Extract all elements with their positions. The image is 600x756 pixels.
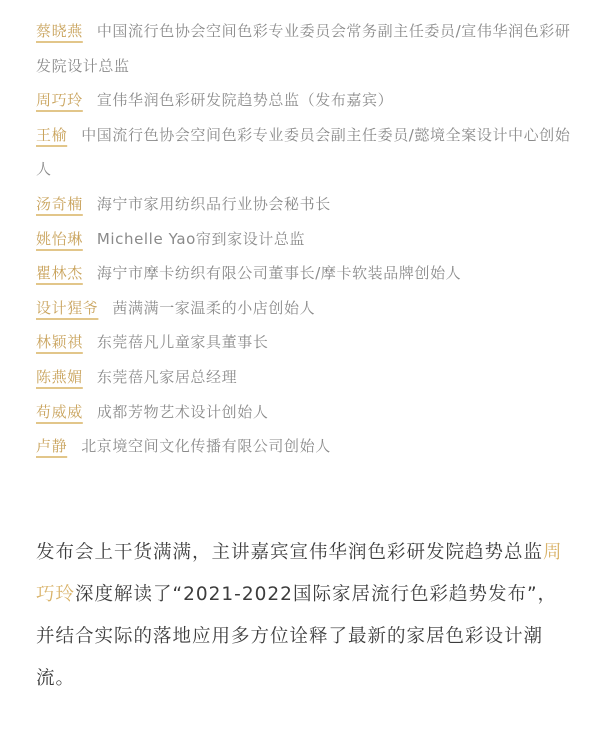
guest-name: 陈燕媚	[36, 367, 83, 386]
guest-title: 中国流行色协会空间色彩专业委员会副主任委员/懿境全案设计中心创始人	[36, 125, 571, 179]
guest-entry	[36, 256, 576, 291]
guest-name: 王榆	[36, 125, 68, 144]
guest-title: 成都芳物艺术设计创始人	[96, 402, 269, 421]
guest-entry	[36, 395, 576, 430]
guest-entry	[36, 360, 576, 395]
guest-name: 设计猩爷	[36, 298, 99, 317]
guest-title: Michelle Yao帘到家设计总监	[96, 229, 306, 248]
guest-name: 林颖祺	[36, 333, 83, 352]
guest-entry	[36, 429, 576, 464]
guest-entry	[36, 291, 576, 326]
guest-title: 东莞蓓凡儿童家具董事长	[96, 333, 269, 352]
guest-title: 中国流行色协会空间色彩专业委员会常务副主任委员/宣伟华润色彩研发院设计总监	[36, 22, 571, 75]
guest-title: 北京境空间文化传播有限公司创始人	[81, 437, 331, 456]
summary-highlight-name: 周巧玲	[36, 542, 563, 605]
guest-name: 卢静	[36, 437, 68, 456]
guest-entry	[36, 118, 576, 187]
guest-list	[36, 14, 576, 464]
guest-name: 苟威威	[36, 402, 83, 421]
summary-paragraph	[36, 532, 571, 700]
guest-title: 东莞蓓凡家居总经理	[96, 367, 238, 386]
guest-name: 姚怡琳	[36, 229, 83, 248]
guest-name: 周巧玲	[36, 91, 83, 110]
guest-entry	[36, 187, 576, 222]
guest-name: 蔡晓燕	[36, 22, 83, 40]
guest-title: 茜满满一家温柔的小店创始人	[112, 298, 316, 317]
guest-entry	[36, 83, 576, 118]
guest-entry	[36, 14, 576, 83]
summary-text-lead: 发布会上干货满满，主讲嘉宾宣伟华润色彩研发院趋势总监	[36, 542, 544, 563]
guest-entry	[36, 222, 576, 257]
summary-text-rest: 深度解读了“2021-2022国际家居流行色彩趋势发布”，并结合实际的落地应用多方位诠释了最新的家居色彩设计潮流。	[36, 584, 558, 689]
guest-title: 海宁市家用纺织品行业协会秘书长	[96, 194, 331, 213]
guest-name: 瞿林杰	[36, 264, 83, 283]
guest-title: 海宁市摩卡纺织有限公司董事长/摩卡软装品牌创始人	[96, 264, 462, 283]
guest-name: 汤奇楠	[36, 194, 83, 213]
guest-title: 宣伟华润色彩研发院趋势总监（发布嘉宾）	[96, 91, 394, 110]
guest-entry	[36, 325, 576, 360]
